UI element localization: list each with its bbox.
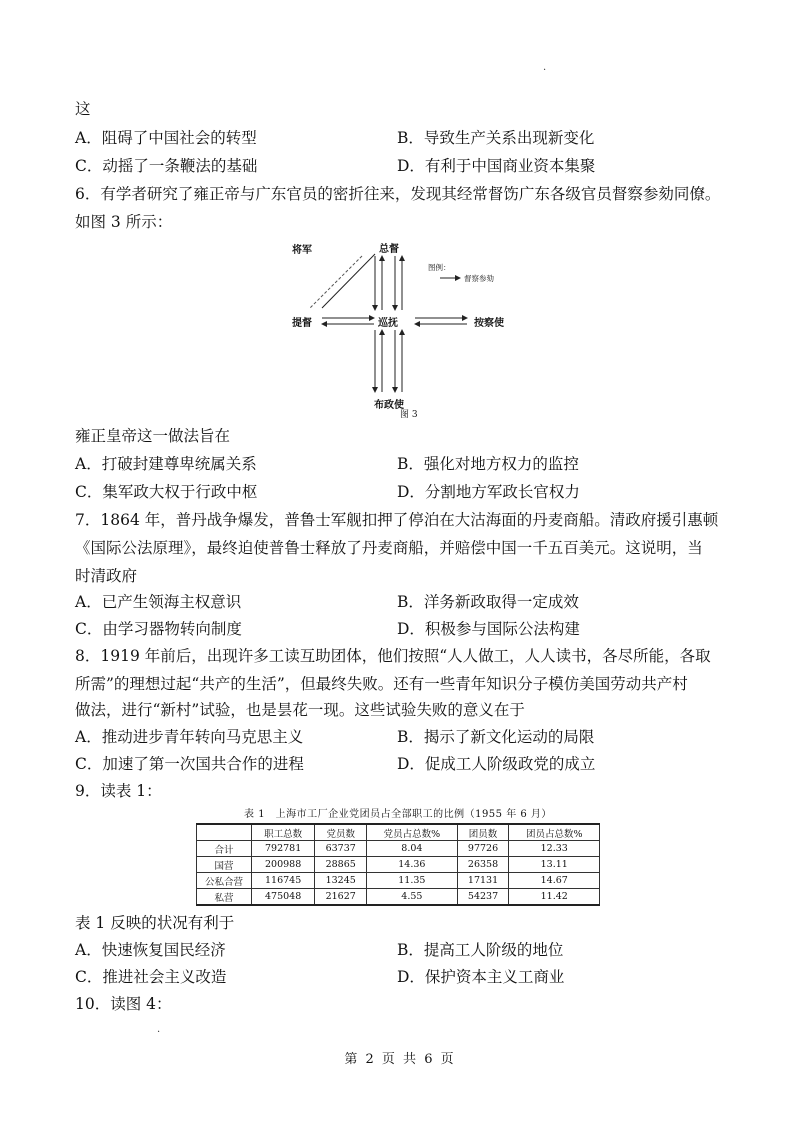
row-label: 私营 xyxy=(197,889,252,906)
arrow-zongdu-tidu xyxy=(322,254,375,308)
q8-option-b[interactable]: B．揭示了新文化运动的局限 xyxy=(397,728,595,746)
header-cell: 党员占总数% xyxy=(367,824,458,841)
bottom-dot: . xyxy=(157,1024,161,1035)
row-label: 合计 xyxy=(197,841,252,857)
q7-option-b[interactable]: B．洋务新政取得一定成效 xyxy=(397,593,579,611)
q6-question: 雍正皇帝这一做法旨在 xyxy=(75,427,231,445)
table-cell: 12.33 xyxy=(509,841,600,857)
header-cell: 党员数 xyxy=(315,824,367,841)
table-cell: 63737 xyxy=(315,841,367,857)
table-header-row xyxy=(197,824,600,841)
q8-option-a[interactable]: A．推动进步青年转向马克思主义 xyxy=(75,728,304,746)
q9-option-a[interactable]: A．快速恢复国民经济 xyxy=(75,941,226,959)
table-cell: 200988 xyxy=(252,857,315,873)
q10-stem: 10．读图 4： xyxy=(75,995,172,1013)
node-buzhengshi: 布政使 xyxy=(374,400,404,411)
q6-stem-line2: 如图 3 所示： xyxy=(75,213,173,231)
q7-line3: 时清政府 xyxy=(75,567,138,585)
table-row xyxy=(197,889,600,906)
row-label: 国营 xyxy=(197,857,252,873)
table-cell: 792781 xyxy=(252,841,315,857)
table-cell: 28865 xyxy=(315,857,367,873)
q8-line3: 做法，进行“新村”试验，也是昙花一现。这些试验失败的意义在于 xyxy=(75,701,525,719)
data-table xyxy=(196,823,600,906)
header-cell xyxy=(197,824,252,841)
q6-option-a[interactable]: A．打破封建尊卑统属关系 xyxy=(75,455,257,473)
q7-option-a[interactable]: A．已产生领海主权意识 xyxy=(75,593,242,611)
q8-line2: 所需”的理想过起“共产的生活”，但最终失败。还有一些青年知识分子模仿美国劳动共产村 xyxy=(75,675,688,693)
table-cell: 14.36 xyxy=(367,857,458,873)
q5-option-d[interactable]: D．有利于中国商业资本集聚 xyxy=(397,157,596,175)
row-label: 公私合营 xyxy=(197,873,252,889)
q9-option-d[interactable]: D．保护资本主义工商业 xyxy=(397,968,565,986)
table-cell: 8.04 xyxy=(367,841,458,857)
table-cell: 11.35 xyxy=(367,873,458,889)
header-cell: 团员数 xyxy=(457,824,509,841)
table-1 xyxy=(196,805,600,906)
q9-option-b[interactable]: B．提高工人阶级的地位 xyxy=(397,941,564,959)
legend-label: 督察参劾 xyxy=(464,274,494,283)
q7-line1: 7．1864 年，普丹战争爆发，普鲁士军舰扣押了停泊在大沽海面的丹麦商船。清政府援引惠顿 xyxy=(75,511,719,529)
q9-question: 表 1 反映的状况有利于 xyxy=(75,914,235,932)
table-cell: 97726 xyxy=(457,841,509,857)
table-row xyxy=(197,857,600,873)
q5-option-b[interactable]: B．导致生产关系出现新变化 xyxy=(397,129,595,147)
figure-caption: 图 3 xyxy=(400,410,418,420)
table-cell: 21627 xyxy=(315,889,367,906)
table-cell: 54237 xyxy=(457,889,509,906)
node-tidu: 提督 xyxy=(292,318,312,329)
table-cell: 26358 xyxy=(457,857,509,873)
table-cell: 14.67 xyxy=(509,873,600,889)
q6-stem-line1: 6．有学者研究了雍正帝与广东官员的密折往来，发现其经常督饬广东各级官员督察参劾同僚。 xyxy=(75,185,721,203)
q8-option-d[interactable]: D．促成工人阶级政党的成立 xyxy=(397,755,596,773)
q9-option-c[interactable]: C．推进社会主义改造 xyxy=(75,968,227,986)
q6-option-c[interactable]: C．集军政大权于行政中枢 xyxy=(75,483,258,501)
q7-line2: 《国际公法原理》，最终迫使普鲁士释放了丹麦商船，并赔偿中国一千五百美元。这说明，当 xyxy=(75,539,703,557)
q9-stem: 9．读表 1： xyxy=(75,782,162,800)
table-cell: 4.55 xyxy=(367,889,458,906)
q7-option-c[interactable]: C．由学习器物转向制度 xyxy=(75,620,242,638)
table-cell: 116745 xyxy=(252,873,315,889)
q5-option-c[interactable]: C．动摇了一条鞭法的基础 xyxy=(75,157,258,175)
q7-option-d[interactable]: D．积极参与国际公法构建 xyxy=(397,620,580,638)
q5-stem-tail: 这 xyxy=(75,100,91,118)
figure-3-diagram xyxy=(280,236,530,421)
q8-line1: 8．1919 年前后，出现许多工读互助团体，他们按照“人人做工，人人读书，各尽所能，各取 xyxy=(75,647,711,665)
table-cell: 13.11 xyxy=(509,857,600,873)
header-cell: 职工总数 xyxy=(252,824,315,841)
node-xunfu: 巡抚 xyxy=(378,318,398,329)
node-zongdu: 总督 xyxy=(379,244,399,255)
q6-option-d[interactable]: D．分割地方军政长官权力 xyxy=(397,483,580,501)
q5-option-a[interactable]: A．阻碍了中国社会的转型 xyxy=(75,129,257,147)
table-cell: 11.42 xyxy=(509,889,600,906)
arrow-jiangjun-tidu xyxy=(310,256,362,308)
table-row xyxy=(197,873,600,889)
table-cell: 17131 xyxy=(457,873,509,889)
node-anchashi: 按察使 xyxy=(474,318,504,329)
page-footer: 第 2 页 共 6 页 xyxy=(344,1052,456,1067)
legend-title: 图例： xyxy=(428,263,451,272)
q6-option-b[interactable]: B．强化对地方权力的监控 xyxy=(397,455,579,473)
top-dot: . xyxy=(543,62,547,73)
table-caption: 表 1 上海市工厂企业党团员占全部职工的比例（1955 年 6 月） xyxy=(244,809,552,820)
table-cell: 475048 xyxy=(252,889,315,906)
header-cell: 团员占总数% xyxy=(509,824,600,841)
table-cell: 13245 xyxy=(315,873,367,889)
node-jiangjun: 将军 xyxy=(292,245,312,256)
table-row xyxy=(197,841,600,857)
q8-option-c[interactable]: C．加速了第一次国共合作的进程 xyxy=(75,755,304,773)
